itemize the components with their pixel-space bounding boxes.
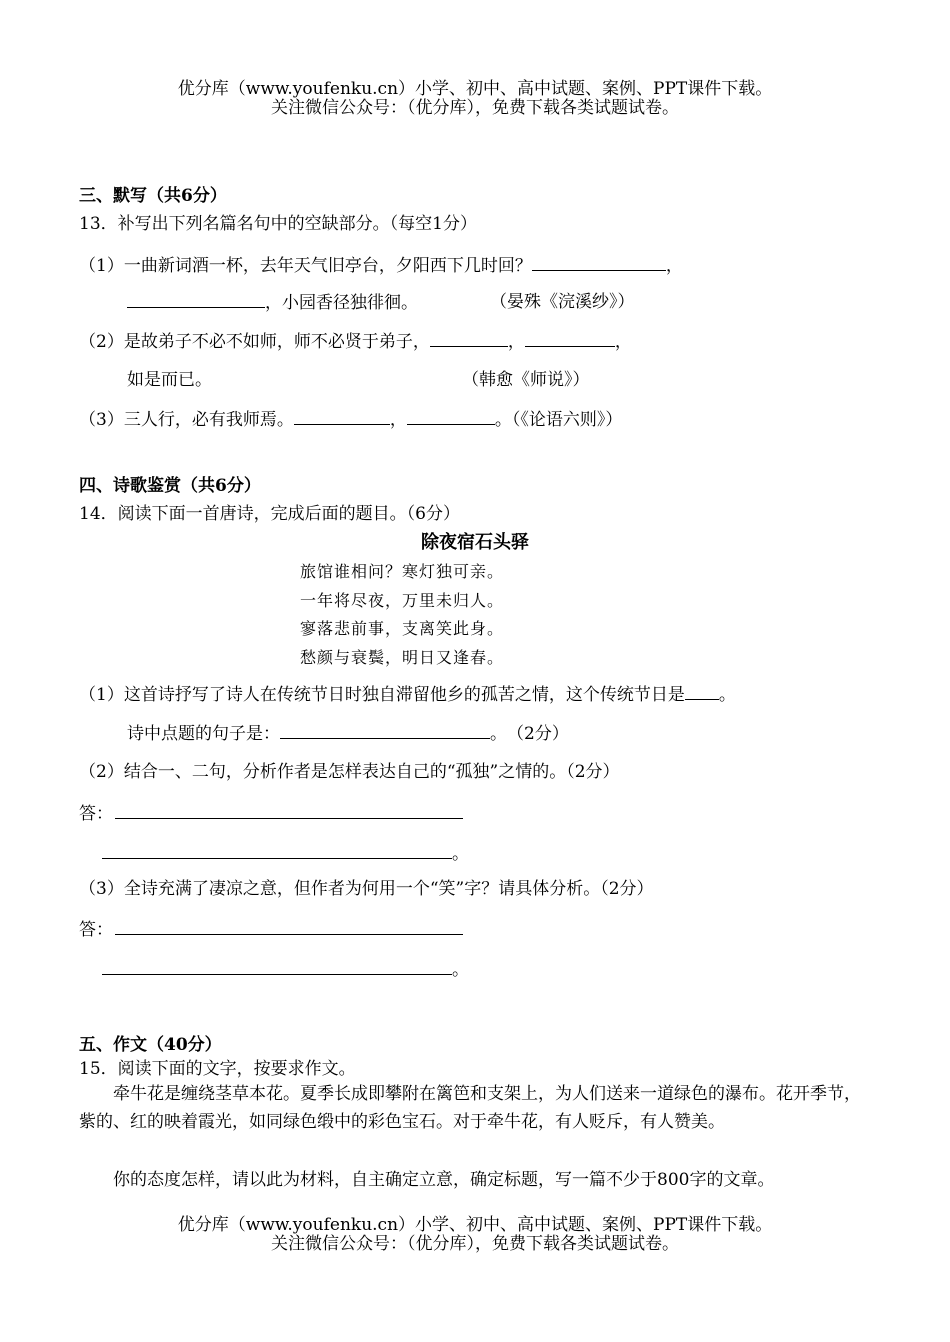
q13-item-2-comma-2: ， (614, 332, 632, 352)
q13-item-1-text: （1）一曲新词酒一杯，去年天气旧亭台，夕阳西下几时回？ (79, 256, 532, 276)
q14-sub-3-answer-line-1[interactable] (115, 918, 463, 935)
q13-blank-3[interactable] (430, 330, 508, 347)
poem-title: 除夜宿石头驿 (421, 532, 529, 553)
q14-sub-1-b-end: 。 （2分） (490, 724, 569, 744)
footer-line-2: 关注微信公众号：（优分库），免费下载各类试题试卷。 (271, 1234, 679, 1254)
q13-item-3 (79, 408, 622, 431)
q13-item-2-text: （2）是故弟子不必不如师，师不必贤于弟子， (79, 332, 430, 352)
q13-blank-4[interactable] (525, 330, 615, 347)
answer-label-2: 答： (79, 920, 113, 940)
essay-instructions: 你的态度怎样，请以此为材料，自主确定立意，确定标题，写一篇不少于800字的文章。 (113, 1170, 775, 1190)
section-3-title: 三、默写（共6分） (79, 186, 227, 206)
q13-item-3-text: （3）三人行，必有我师焉。 (79, 410, 294, 430)
q13-blank-5[interactable] (294, 408, 390, 425)
q14-sub-1-b-text: 诗中点题的句子是： (127, 724, 280, 744)
q14-sub-3-answer-row-2 (102, 958, 469, 981)
section-5-title: 五、作文（40分） (79, 1035, 222, 1055)
q13-blank-2[interactable] (127, 291, 265, 308)
q13-item-3-comma: ， (389, 410, 407, 430)
q14-sub-3: （3）全诗充满了凄凉之意，但作者为何用一个“笑”字？请具体分析。（2分） (79, 879, 654, 899)
q14-sub-2-answer (79, 802, 463, 825)
q13-blank-1[interactable] (532, 254, 666, 271)
question-15: 15．阅读下面的文字，按要求作文。 (79, 1059, 356, 1079)
q14-sub-1 (79, 683, 736, 706)
poem-line-4: 愁颜与衰鬓，明日又逢春。 (300, 648, 505, 667)
q13-item-2-comma-1: ， (507, 332, 525, 352)
q14-sub-2-answer-row-2 (102, 842, 469, 865)
q14-sub-2: （2）结合一、二句，分析作者是怎样表达自己的“孤独”之情的。（2分） (79, 762, 620, 782)
q13-blank-6[interactable] (407, 408, 495, 425)
question-13: 13．补写出下列名篇名句中的空缺部分。（每空1分） (79, 214, 477, 234)
header-line-1: 优分库（www.youfenku.cn）小学、初中、高中试题、案例、PPT课件下载。 (177, 79, 773, 99)
q13-item-1-line-2 (127, 291, 418, 314)
q13-item-2-line-1 (79, 330, 632, 353)
poem-line-2: 一年将尽夜，万里未归人。 (300, 591, 505, 610)
q13-item-2-source: （韩愈《师说》） (462, 370, 590, 390)
poem-line-3: 寥落悲前事，支离笑此身。 (300, 619, 505, 638)
q13-item-3-end: 。（《论语六则》） (494, 410, 623, 430)
q14-blank-festival[interactable] (685, 683, 719, 700)
q13-item-1-source: （晏殊《浣溪纱》） (490, 292, 635, 312)
q13-item-1-line-1 (79, 254, 683, 277)
q14-sub-3-answer-line-2[interactable] (102, 958, 452, 975)
footer-line-1: 优分库（www.youfenku.cn）小学、初中、高中试题、案例、PPT课件下载。 (177, 1215, 773, 1235)
q14-sub-1-line-2 (127, 722, 569, 745)
poem-line-1: 旅馆谁相问？寒灯独可亲。 (300, 562, 505, 581)
section-4-title: 四、诗歌鉴赏（共6分） (79, 476, 261, 496)
answer-label-1: 答： (79, 804, 113, 824)
header-line-2: 关注微信公众号：（优分库），免费下载各类试题试卷。 (271, 98, 679, 118)
q14-blank-sentence[interactable] (280, 722, 490, 739)
essay-material: 牵牛花是缠绕茎草本花。夏季长成即攀附在篱笆和支架上，为人们送来一道绿色的瀑布。花开季节，紫的、红的映着霞光，如同绿色缎中的彩色宝石。对于牵牛花，有人贬斥，有人赞美。 (79, 1084, 861, 1132)
q14-sub-2-answer-line-1[interactable] (115, 802, 463, 819)
q14-sub-3-period: 。 (452, 960, 469, 980)
q14-sub-2-answer-line-2[interactable] (102, 842, 452, 859)
question-14: 14．阅读下面一首唐诗，完成后面的题目。（6分） (79, 504, 460, 524)
q13-item-1-comma: ， (665, 256, 683, 276)
q14-sub-2-period: 。 (452, 844, 469, 864)
q14-sub-1-text: （1）这首诗抒写了诗人在传统节日时独自滞留他乡的孤苦之情，这个传统节日是 (79, 685, 685, 705)
q14-sub-1-end: 。 (718, 685, 736, 705)
q13-item-1-text-2: ，小园香径独徘徊。 (265, 293, 418, 313)
q13-item-2-line-2: 如是而已。 (127, 370, 212, 390)
q14-sub-3-answer (79, 918, 463, 941)
